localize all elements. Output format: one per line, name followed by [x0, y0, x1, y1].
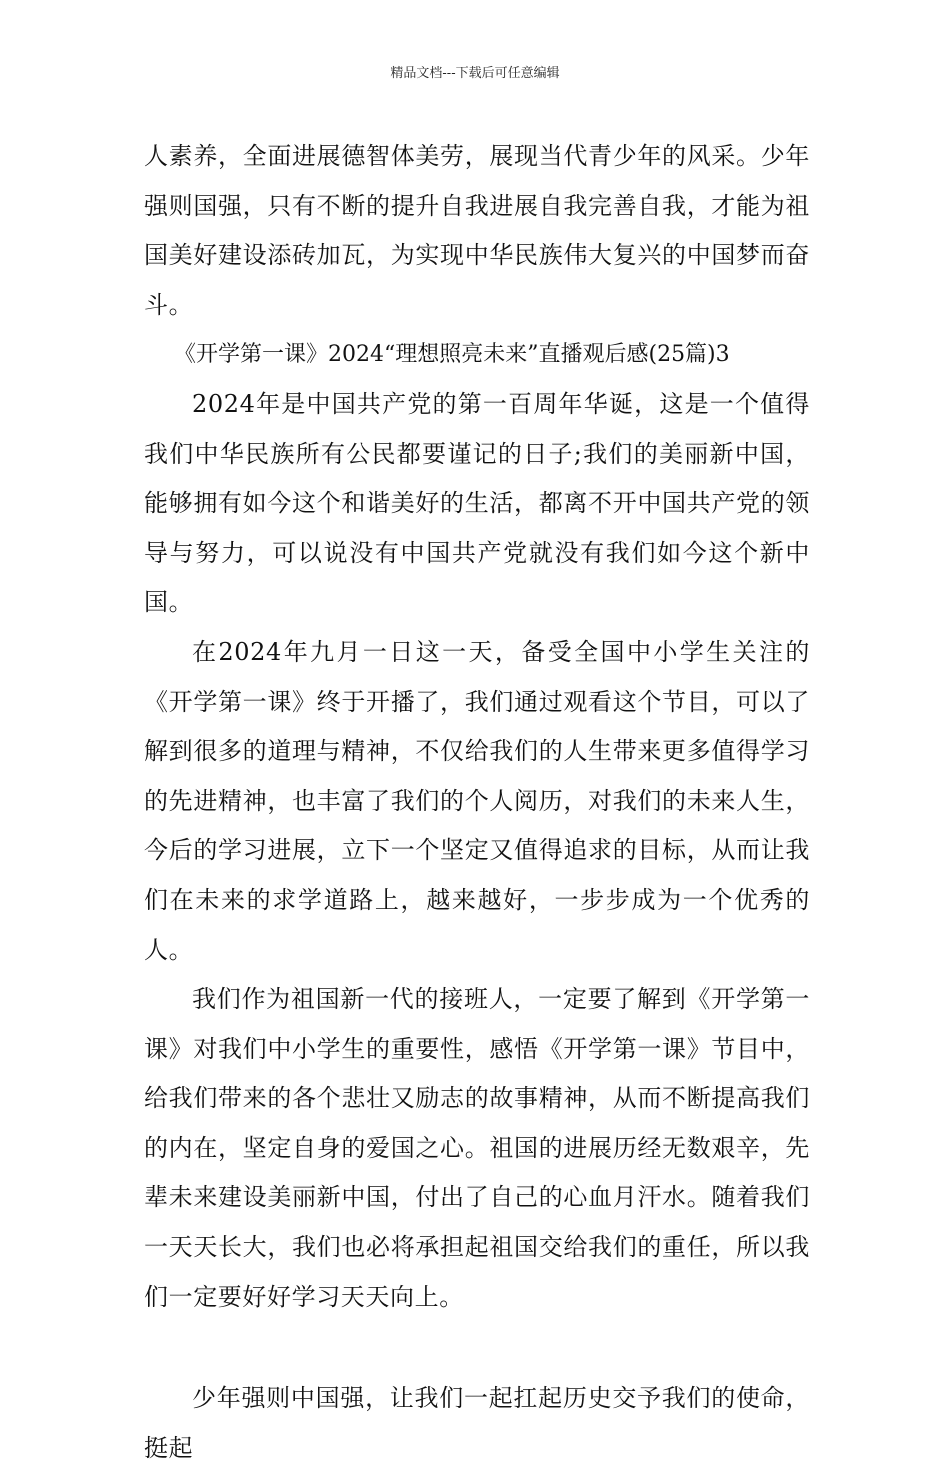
paragraph: 我们作为祖国新一代的接班人，一定要了解到《开学第一课》对我们中小学生的重要性，感悟《开学第一课》节目中，给我们带来的各个悲壮又励志的故事精神，从而不断提高我们的内在，坚定自身的爱国之心。祖国的进展历经无数艰辛，先辈未来建设美丽新中国，付出了自己的心血月汗水。随着我们一天天长大，我们也必将承担起祖国交给我们的重任，所以我们一定要好好学习天天向上。	[144, 985, 810, 1311]
paragraph-continuation: 人素养，全面进展德智体美劳，展现当代青少年的风采。少年强则国强，只有不断的提升自我进展自我完善自我，才能为祖国美好建设添砖加瓦，为实现中华民族伟大复兴的中国梦而奋斗。	[144, 142, 810, 319]
paragraph-gap	[144, 1322, 810, 1374]
section-title: 《开学第一课》2024“理想照亮未来”直播观后感(25篇)3	[174, 342, 730, 368]
paragraph: 2024年是中国共产党的第一百周年华诞，这是一个值得我们中华民族所有公民都要谨记的日子;我们的美丽新中国，能够拥有如今这个和谐美好的生活，都离不开中国共产党的领导与努力，可以说没有中国共产党就没有我们如今这个新中国。	[144, 389, 810, 617]
paragraph: 少年强则中国强，让我们一起扛起历史交予我们的使命，挺起	[144, 1384, 810, 1462]
document-body	[144, 132, 810, 1473]
page-header: 精品文档---下载后可任意编辑	[390, 66, 560, 81]
paragraph: 在2024年九月一日这一天，备受全国中小学生关注的《开学第一课》终于开播了，我们通过观看这个节目，可以了解到很多的道理与精神，不仅给我们的人生带来更多值得学习的先进精神，也丰富了我们的个人阅历，对我们的未来人生，今后的学习进展，立下一个坚定又值得追求的目标，从而让我们在未来的求学道路上，越来越好，一步步成为一个优秀的人。	[144, 637, 810, 964]
